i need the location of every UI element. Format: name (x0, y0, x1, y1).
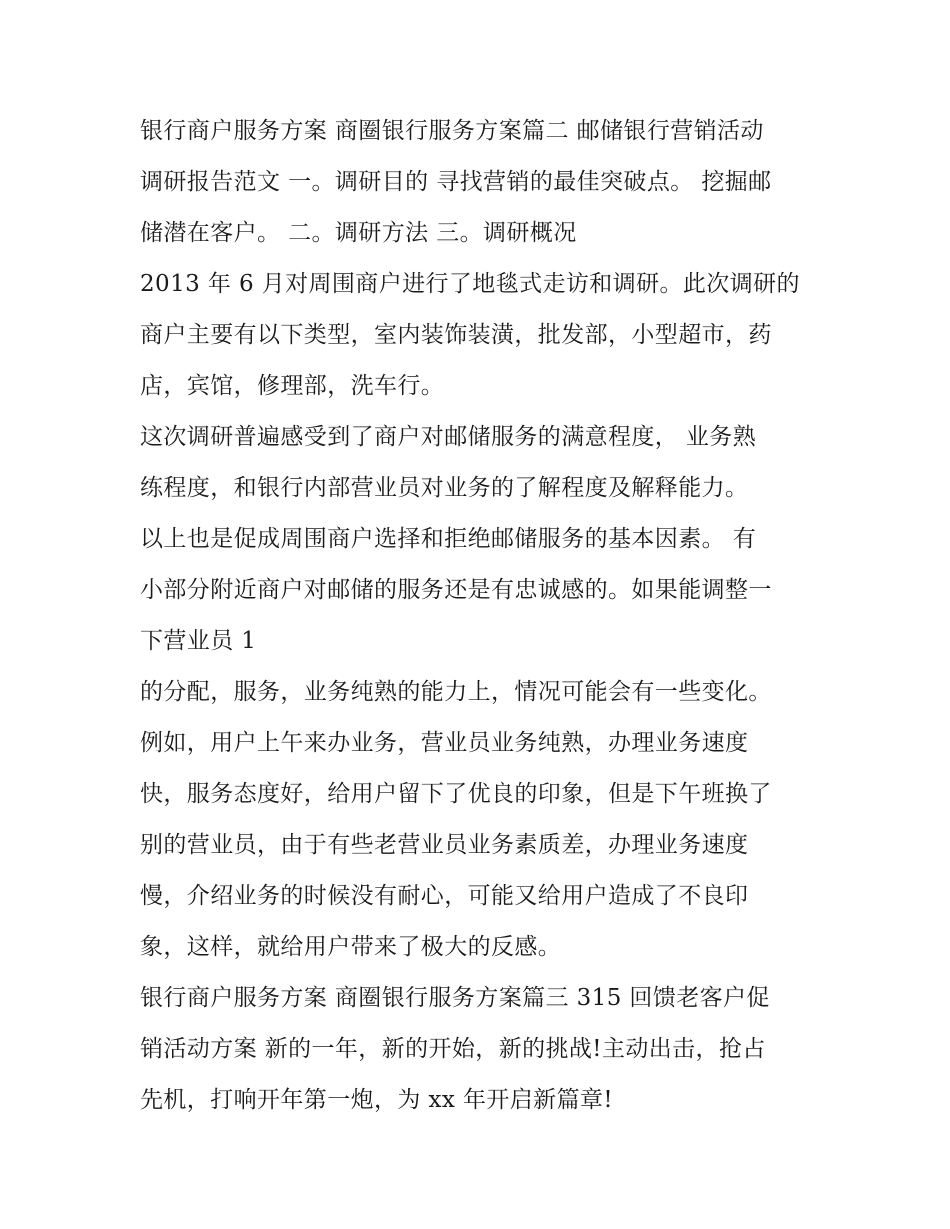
text-line: 这次调研普遍感受到了商户对邮储服务的满意程度， 业务熟 (140, 424, 757, 450)
text-line: 银行商户服务方案 商圈银行服务方案篇二 邮储银行营销活动 (140, 118, 764, 144)
text-line: 快，服务态度好，给用户留下了优良的印象，但是下午班换了 (140, 781, 772, 807)
text-line: 先机，打响开年第一炮，为 xx 年开启新篇章! (140, 1087, 614, 1113)
text-line: 小部分附近商户对邮储的服务还是有忠诚感的。如果能调整一 (140, 577, 772, 603)
text-line: 练程度，和银行内部营业员对业务的了解程度及解释能力。 (140, 475, 749, 501)
text-line: 慢，介绍业务的时候没有耐心，可能又给用户造成了不良印 (140, 883, 749, 909)
text-line: 商户主要有以下类型，室内装饰装潢，批发部，小型超市，药 (140, 322, 772, 348)
text-line: 例如，用户上午来办业务，营业员业务纯熟，办理业务速度 (140, 730, 749, 756)
text-line: 的分配，服务，业务纯熟的能力上，情况可能会有一些变化。 (140, 679, 772, 705)
text-line: 象，这样，就给用户带来了极大的反感。 (140, 934, 562, 960)
text-line: 2013 年 6 月对周围商户进行了地毯式走访和调研。此次调研的 (140, 271, 800, 297)
text-line: 以上也是促成周围商户选择和拒绝邮储服务的基本因素。 有 (140, 526, 757, 552)
text-line: 店，宾馆，修理部，洗车行。 (140, 373, 445, 399)
text-line: 销活动方案 新的一年，新的开始，新的挑战!主动出击，抢占 (140, 1036, 766, 1062)
text-line: 下营业员 1 (140, 628, 257, 654)
text-line: 调研报告范文 一。调研目的 寻找营销的最佳突破点。 挖掘邮 (140, 169, 772, 195)
document-body (140, 106, 820, 1126)
text-line: 别的营业员，由于有些老营业员业务素质差，办理业务速度 (140, 832, 749, 858)
text-line: 储潜在客户。 二。调研方法 三。调研概况 (140, 220, 577, 246)
text-line: 银行商户服务方案 商圈银行服务方案篇三 315 回馈老客户促 (140, 985, 770, 1011)
